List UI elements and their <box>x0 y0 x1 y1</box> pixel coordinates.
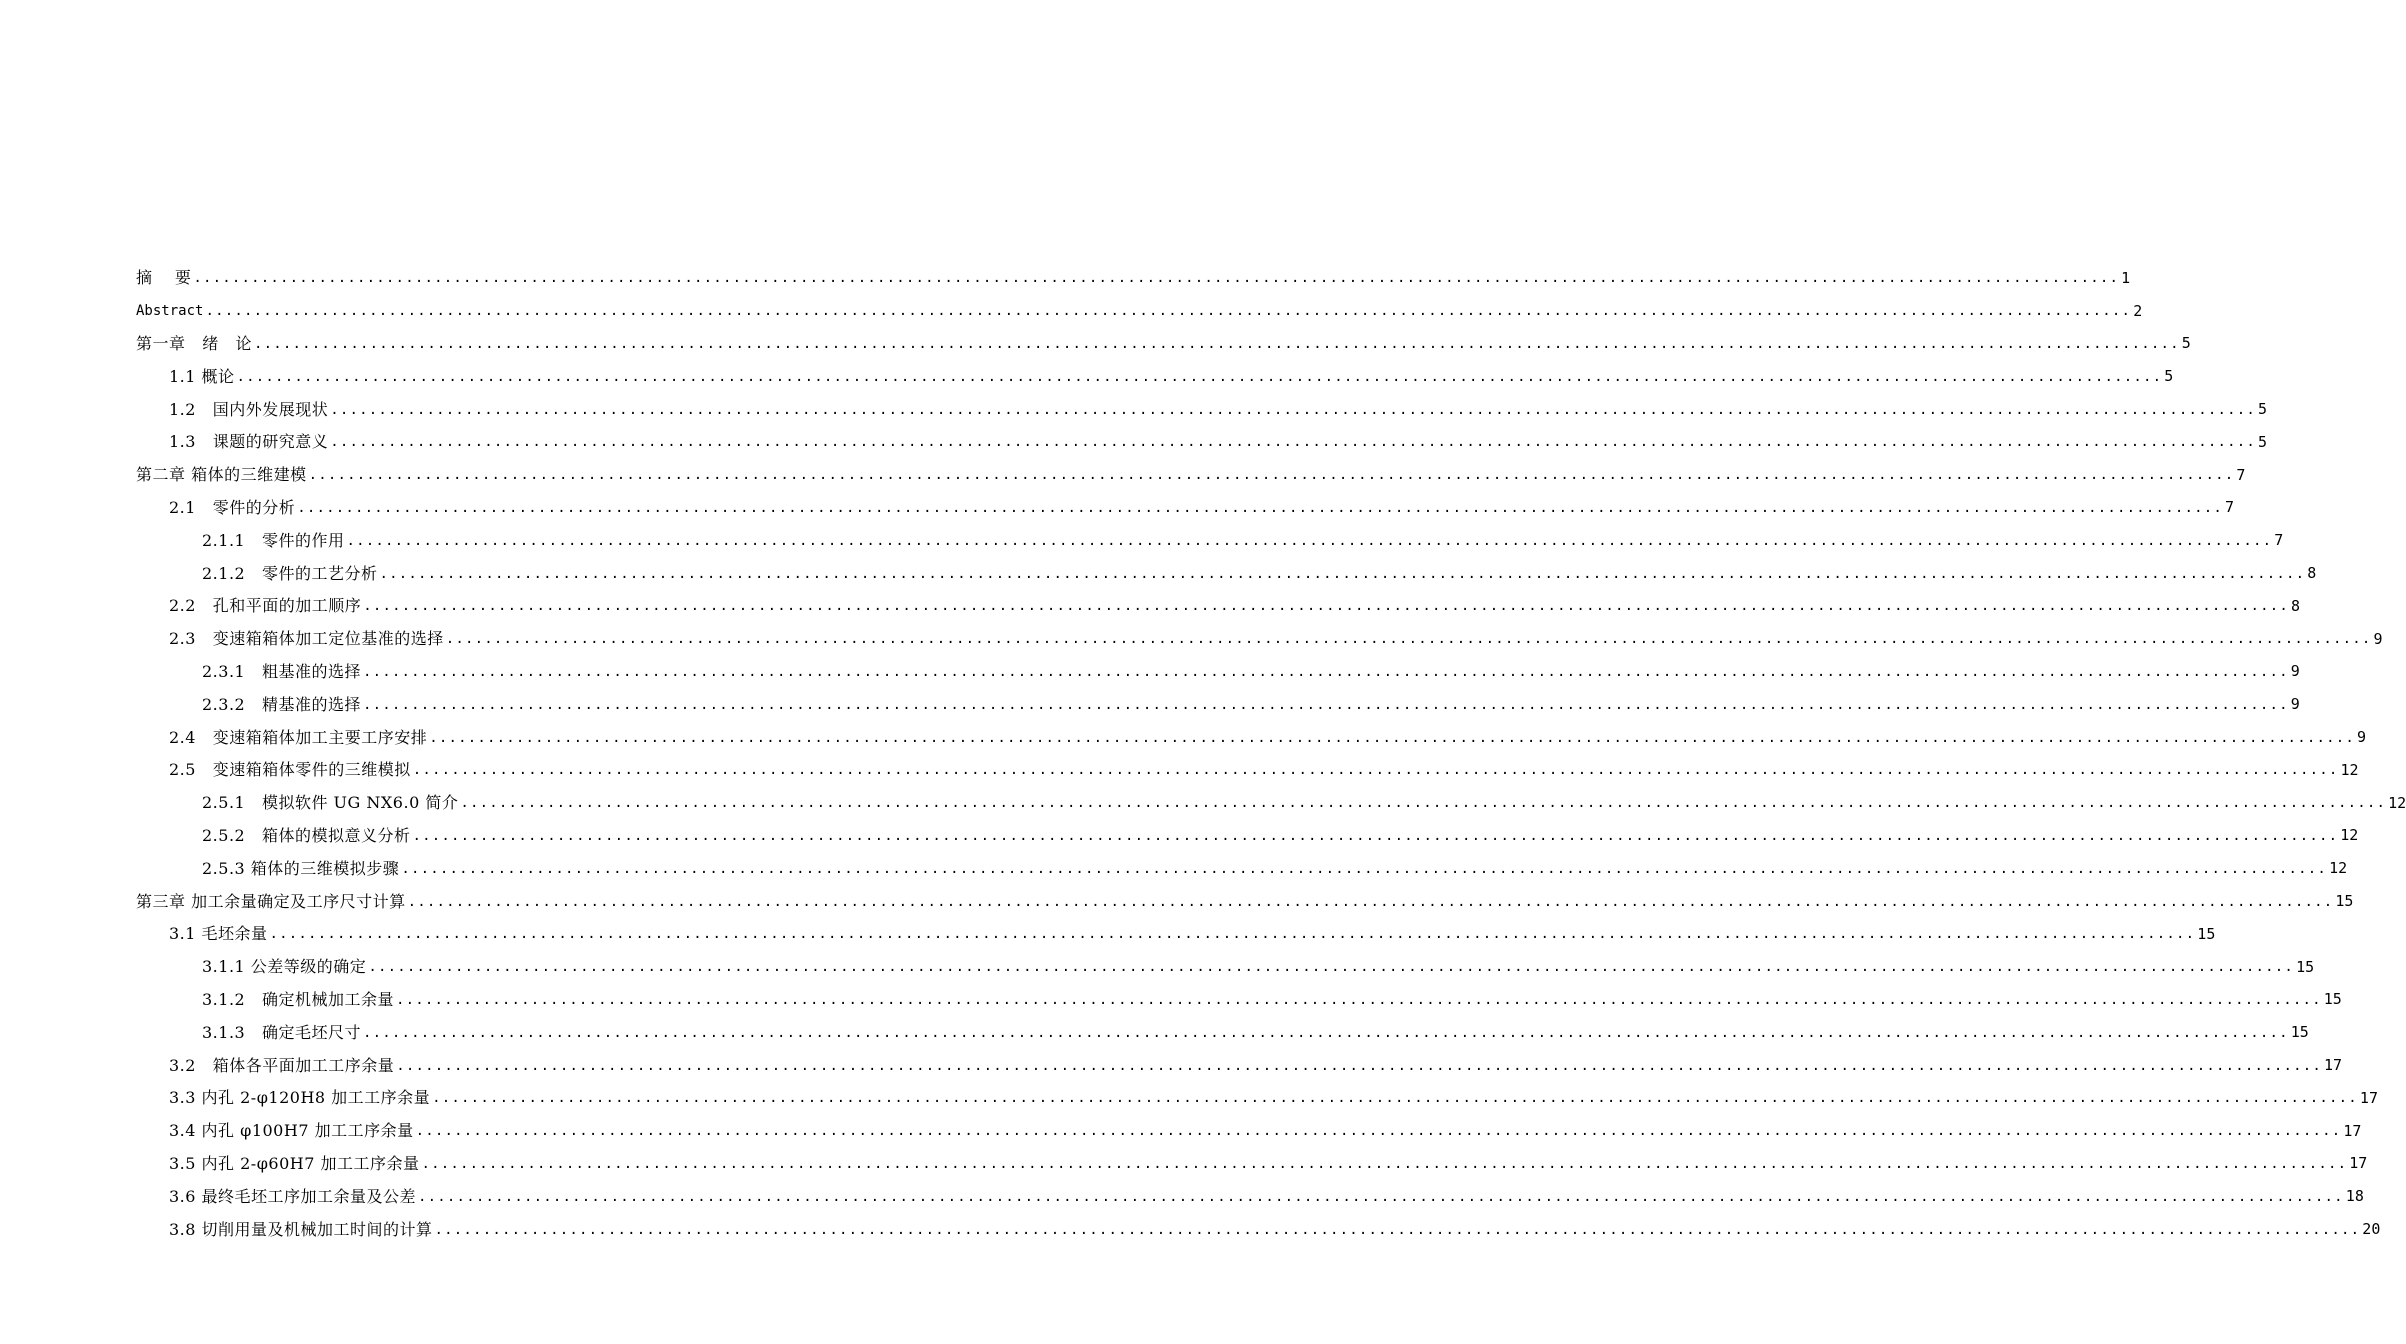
toc-entry-page-number: 12 <box>2340 826 2359 845</box>
toc-entry[interactable] <box>0 1049 2343 1082</box>
toc-dot-leader: ........................................................................................................................................................................................................ <box>363 598 2289 615</box>
toc-dot-leader: ........................................................................................................................................................................................................ <box>460 795 2387 812</box>
toc-entry-page-number: 12 <box>2388 793 2406 812</box>
toc-entry-title: 2.5.2 箱体的模拟意义分析 <box>202 825 411 845</box>
toc-entry[interactable] <box>0 426 2267 459</box>
toc-entry-page-number: 5 <box>2181 334 2191 353</box>
toc-entry[interactable] <box>0 787 2406 820</box>
toc-entry[interactable] <box>0 360 2174 393</box>
toc-entry-title: 3.2 箱体各平面加工工序余量 <box>169 1055 395 1075</box>
toc-entry-page-number: 8 <box>2290 596 2300 615</box>
toc-entry-page-number: 17 <box>2323 1056 2343 1075</box>
toc-entry-title: 2.5 变速箱箱体零件的三维模拟 <box>169 760 411 780</box>
toc-entry-page-number: 17 <box>2343 1121 2362 1140</box>
toc-dot-leader: ........................................................................................................................................................................................................ <box>308 467 2235 484</box>
toc-dot-leader: ........................................................................................................................................................................................................ <box>421 1155 2348 1172</box>
toc-dot-leader: ........................................................................................................................................................................................................ <box>379 565 2306 582</box>
toc-entry-page-number: 9 <box>2356 728 2366 747</box>
toc-entry-title: 第三章 加工余量确定及工序尺寸计算 <box>136 891 406 911</box>
toc-entry-title: 3.1.2 确定机械加工余量 <box>202 989 394 1009</box>
toc-dot-leader: ........................................................................................................................................................................................................ <box>395 991 2322 1008</box>
table-of-contents <box>0 262 2406 1246</box>
toc-entry-title: 3.5 内孔 2-φ60H7 加工工序余量 <box>169 1153 420 1173</box>
toc-entry[interactable] <box>0 721 2366 754</box>
toc-entry-page-number: 15 <box>2335 892 2354 911</box>
toc-dot-leader: ........................................................................................................................................................................................................ <box>445 631 2372 648</box>
toc-dot-leader: ........................................................................................................................................................................................................ <box>415 1123 2342 1140</box>
toc-entry-page-number: 5 <box>2164 367 2174 386</box>
toc-entry-page-number: 9 <box>2290 695 2300 714</box>
toc-entry-page-number: 7 <box>2224 498 2234 517</box>
toc-entry-title: 3.1.1 公差等级的确定 <box>202 957 367 977</box>
toc-entry[interactable] <box>0 1115 2362 1148</box>
toc-dot-leader: ........................................................................................................................................................................................................ <box>401 860 2328 877</box>
toc-entry-page-number: 7 <box>2236 465 2246 484</box>
toc-entry[interactable] <box>0 557 2317 590</box>
toc-entry-title: 2.5.1 模拟软件 UG NX6.0 简介 <box>202 793 459 813</box>
toc-entry-title: 2.3.2 精基准的选择 <box>202 694 361 714</box>
toc-entry-title: 2.1 零件的分析 <box>169 497 296 517</box>
toc-entry-title: 3.6 最终毛坯工序加工余量及公差 <box>169 1186 417 1206</box>
toc-entry[interactable] <box>0 1148 2368 1181</box>
toc-entry-page-number: 17 <box>2349 1154 2368 1173</box>
toc-entry[interactable] <box>0 590 2300 623</box>
toc-entry[interactable] <box>0 918 2216 951</box>
toc-entry-title: 2.2 孔和平面的加工顺序 <box>169 596 362 616</box>
toc-dot-leader: ........................................................................................................................................................................................................ <box>407 893 2334 910</box>
toc-entry-title: 1.1 概论 <box>169 366 235 386</box>
toc-entry[interactable] <box>0 1082 2378 1115</box>
toc-entry[interactable] <box>0 951 2315 984</box>
toc-entry-page-number: 17 <box>2359 1088 2378 1107</box>
toc-dot-leader: ........................................................................................................................................................................................................ <box>346 532 2273 549</box>
toc-dot-leader: ........................................................................................................................................................................................................ <box>368 959 2295 976</box>
toc-entry-page-number: 7 <box>2274 531 2284 550</box>
toc-entry-title: 3.1.3 确定毛坯尺寸 <box>202 1022 361 1042</box>
toc-dot-leader: ........................................................................................................................................................................................................ <box>429 729 2355 746</box>
toc-entry[interactable] <box>0 459 2246 492</box>
toc-entry[interactable] <box>0 1016 2309 1049</box>
toc-entry-title: 3.8 切削用量及机械加工时间的计算 <box>169 1219 433 1239</box>
toc-entry[interactable] <box>0 623 2383 656</box>
toc-entry[interactable] <box>0 656 2300 689</box>
toc-dot-leader: ........................................................................................................................................................................................................ <box>205 303 2132 320</box>
toc-entry-page-number: 15 <box>2290 1023 2309 1042</box>
toc-dot-leader: ........................................................................................................................................................................................................ <box>412 762 2339 779</box>
toc-entry-page-number: 12 <box>2329 859 2348 878</box>
toc-dot-leader: ........................................................................................................................................................................................................ <box>432 1090 2358 1107</box>
toc-entry[interactable] <box>0 1213 2381 1246</box>
toc-dot-leader: ........................................................................................................................................................................................................ <box>254 335 2180 352</box>
toc-entry[interactable] <box>0 820 2359 853</box>
toc-dot-leader: ........................................................................................................................................................................................................ <box>434 1221 2361 1238</box>
toc-entry-page-number: 12 <box>2340 760 2359 779</box>
toc-dot-leader: ........................................................................................................................................................................................................ <box>362 1024 2289 1041</box>
toc-entry-page-number: 15 <box>2296 957 2315 976</box>
toc-dot-leader: ........................................................................................................................................................................................................ <box>193 270 2120 287</box>
toc-entry-title: 3.1 毛坯余量 <box>169 924 268 944</box>
toc-entry-page-number: 18 <box>2345 1187 2364 1206</box>
toc-entry-page-number: 20 <box>2362 1220 2381 1238</box>
toc-entry-page-number: 9 <box>2373 629 2383 648</box>
toc-entry-page-number: 8 <box>2307 564 2317 583</box>
toc-entry-page-number: 5 <box>2257 400 2267 419</box>
toc-dot-leader: ........................................................................................................................................................................................................ <box>236 368 2163 385</box>
toc-entry[interactable] <box>0 754 2359 787</box>
toc-entry-page-number: 5 <box>2257 432 2267 451</box>
toc-entry[interactable] <box>0 295 2143 328</box>
toc-entry[interactable] <box>0 1180 2364 1213</box>
toc-entry[interactable] <box>0 852 2348 885</box>
toc-entry-title: 1.2 国内外发展现状 <box>169 399 329 419</box>
toc-entry[interactable] <box>0 984 2342 1017</box>
toc-entry-title: 3.3 内孔 2-φ120H8 加工工序余量 <box>169 1088 431 1108</box>
toc-entry-title: 2.1.2 零件的工艺分析 <box>202 563 378 583</box>
toc-entry[interactable] <box>0 328 2191 361</box>
toc-entry-title: 第二章 箱体的三维建模 <box>136 465 307 485</box>
toc-dot-leader: ........................................................................................................................................................................................................ <box>362 663 2289 680</box>
toc-entry[interactable] <box>0 524 2284 557</box>
toc-dot-leader: ........................................................................................................................................................................................................ <box>269 926 2196 943</box>
toc-dot-leader: ........................................................................................................................................................................................................ <box>362 696 2289 713</box>
toc-entry[interactable] <box>0 885 2354 918</box>
toc-entry-title: 2.4 变速箱箱体加工主要工序安排 <box>169 727 428 747</box>
toc-entry[interactable] <box>0 688 2300 721</box>
toc-entry-title: 3.4 内孔 φ100H7 加工工序余量 <box>169 1121 414 1141</box>
toc-dot-leader: ........................................................................................................................................................................................................ <box>418 1188 2344 1205</box>
toc-entry-title: Abstract <box>136 303 204 320</box>
toc-entry[interactable] <box>0 393 2267 426</box>
toc-entry-title: 2.5.3 箱体的三维模拟步骤 <box>202 858 400 878</box>
toc-entry-title: 2.1.1 零件的作用 <box>202 530 345 550</box>
toc-entry-page-number: 15 <box>2197 924 2216 943</box>
toc-entry-page-number: 1 <box>2121 268 2131 287</box>
toc-dot-leader: ........................................................................................................................................................................................................ <box>412 827 2339 844</box>
toc-dot-leader: ........................................................................................................................................................................................................ <box>330 434 2256 451</box>
toc-entry[interactable] <box>0 492 2234 525</box>
toc-entry[interactable] <box>0 262 2131 295</box>
toc-entry-page-number: 2 <box>2133 301 2143 320</box>
toc-entry-title: 2.3.1 粗基准的选择 <box>202 661 361 681</box>
toc-entry-page-number: 9 <box>2290 662 2300 681</box>
toc-dot-leader: ........................................................................................................................................................................................................ <box>396 1057 2322 1074</box>
toc-entry-title: 1.3 课题的研究意义 <box>169 432 329 452</box>
toc-entry-title: 摘 要 <box>136 268 192 288</box>
toc-entry-title: 2.3 变速箱箱体加工定位基准的选择 <box>169 629 444 649</box>
toc-dot-leader: ........................................................................................................................................................................................................ <box>330 401 2256 418</box>
toc-dot-leader: ........................................................................................................................................................................................................ <box>297 499 2223 516</box>
toc-entry-title: 第一章 绪 论 <box>136 333 253 353</box>
toc-entry-page-number: 15 <box>2323 990 2342 1009</box>
